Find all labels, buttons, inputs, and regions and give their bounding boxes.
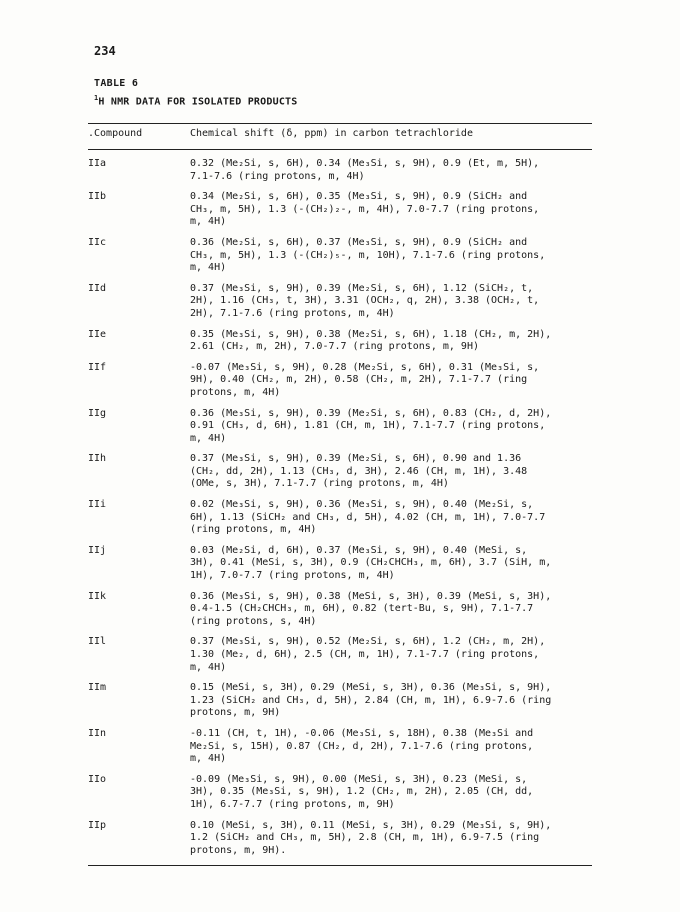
table-row — [88, 453, 592, 491]
compound-id: IIh — [88, 453, 107, 465]
chemical-shift: 0.10 (MeSi, s, 3H), 0.11 (MeSi, s, 3H), 0.29 (Me₃Si, s, 9H), 1.2 (SiCH₂ and CH₃, m, 5H), 2.8 (CH, m, 1H), 6.9-7.5 (ring protons, m, 9H). — [190, 819, 552, 856]
compound-id: IIl — [88, 636, 107, 648]
chemical-shift: 0.03 (Me₂Si, d, 6H), 0.37 (Me₃Si, s, 9H), 0.40 (MeSi, s, 3H), 0.41 (MeSi, s, 3H), 0.9 (CH₂CHCH₃, m, 6H), 3.7 (SiH, m, 1H), 7.0-7.7 (ring protons, m, 4H) — [190, 544, 552, 582]
compound-id: IIi — [88, 499, 107, 511]
table-title — [94, 94, 297, 107]
chemical-shift: 0.15 (MeSi, s, 3H), 0.29 (MeSi, s, 3H), 0.36 (Me₃Si, s, 9H), 1.23 (SiCH₂ and CH₃, d, 5H), 2.84 (CH, m, 1H), 6.9-7.6 (ring protons, m, 9H) — [190, 682, 552, 719]
table-label: TABLE 6 — [94, 78, 139, 89]
table-row — [88, 591, 592, 629]
chemical-shift: 0.02 (Me₃Si, s, 9H), 0.36 (Me₃Si, s, 9H), 0.40 (Me₂Si, s, 6H), 1.13 (SiCH₂ and CH₃, d, 5H), 4.02 (CH, m, 1H), 7.0-7.7 (ring protons, m, 4H) — [190, 499, 546, 536]
table-row — [88, 820, 592, 858]
chemical-shift: 0.36 (Me₃Si, s, 9H), 0.39 (Me₂Si, s, 6H), 0.83 (CH₂, d, 2H), 0.91 (CH₃, d, 6H), 1.81 (CH, m, 1H), 7.1-7.7 (ring protons, m, 4H) — [190, 407, 552, 444]
title-text: H NMR DATA FOR ISOLATED PRODUCTS — [98, 96, 298, 108]
chemical-shift: 0.35 (Me₃Si, s, 9H), 0.38 (Me₂Si, s, 6H), 1.18 (CH₂, m, 2H), 2.61 (CH₂, m, 2H), 7.0-7.7 (ring protons, m, 9H) — [190, 328, 552, 353]
table-row — [88, 408, 592, 446]
chemical-shift: -0.11 (CH, t, 1H), -0.06 (Me₃Si, s, 18H), 0.38 (Me₃Si and Me₂Si, s, 15H), 0.87 (CH₂, d, 2H), 7.1-7.6 (ring protons, m, 4H) — [190, 727, 534, 765]
table-row — [88, 774, 592, 812]
table-row — [88, 329, 592, 354]
table-row — [88, 237, 592, 275]
chemical-shift: -0.07 (Me₃Si, s, 9H), 0.28 (Me₂Si, s, 6H), 0.31 (Me₃Si, s, 9H), 0.40 (CH₂, m, 2H), 0.58 (CH₂, m, 2H), 7.1-7.7 (ring protons, m, 4H) — [190, 361, 540, 398]
table-header-rule — [88, 149, 592, 150]
compound-id: IIe — [88, 328, 107, 340]
table-row — [88, 158, 592, 183]
compound-id: IIn — [88, 727, 107, 739]
table-row — [88, 682, 592, 720]
column-header-shift: Chemical shift (δ, ppm) in carbon tetrachloride — [190, 128, 473, 139]
table-row — [88, 362, 592, 400]
compound-id: IIf — [88, 361, 107, 373]
column-header-compound: .Compound — [88, 128, 143, 139]
chemical-shift: -0.09 (Me₃Si, s, 9H), 0.00 (MeSi, s, 3H), 0.23 (MeSi, s, 3H), 0.35 (Me₃Si, s, 9H), 1.2 (CH₂, m, 2H), 2.05 (CH, dd, 1H), 6.7-7.7 (ring protons, m, 9H) — [190, 773, 534, 810]
table-bottom-rule — [88, 865, 592, 866]
compound-id: IIg — [88, 407, 107, 419]
table-body — [88, 158, 592, 866]
table-row — [88, 728, 592, 766]
page-number: 234 — [94, 44, 116, 58]
chemical-shift: 0.37 (Me₃Si, s, 9H), 0.39 (Me₂Si, s, 6H), 0.90 and 1.36 (CH₂, dd, 2H), 1.13 (CH₃, d, 3H), 2.46 (CH, m, 1H), 3.48 (OMe, s, 3H), 7.1-7.7 (ring protons, m, 4H) — [190, 453, 528, 490]
chemical-shift: 0.37 (Me₃Si, s, 9H), 0.52 (Me₂Si, s, 6H), 1.2 (CH₂, m, 2H), 1.30 (Me₂, d, 6H), 2.5 (CH, m, 1H), 7.1-7.7 (ring protons, m, 4H) — [190, 636, 546, 673]
chemical-shift: 0.32 (Me₂Si, s, 6H), 0.34 (Me₃Si, s, 9H), 0.9 (Et, m, 5H), 7.1-7.6 (ring protons, m, 4H) — [190, 158, 540, 182]
compound-id: IIp — [88, 819, 107, 831]
table-top-rule — [88, 123, 592, 124]
title-superscript: 1 — [94, 94, 99, 102]
compound-id: IIo — [88, 773, 107, 785]
compound-id: IIb — [88, 191, 107, 203]
compound-id: IIj — [88, 544, 107, 556]
table-row — [88, 636, 592, 674]
compound-id: IIk — [88, 590, 107, 602]
compound-id: IId — [88, 282, 107, 294]
table-row — [88, 545, 592, 583]
compound-id: IIc — [88, 236, 107, 248]
table-row — [88, 191, 592, 229]
compound-id: IIa — [88, 158, 107, 169]
chemical-shift: 0.36 (Me₃Si, s, 9H), 0.38 (MeSi, s, 3H), 0.39 (MeSi, s, 3H), 0.4-1.5 (CH₂CHCH₃, m, 6H), 0.82 (tert-Bu, s, 9H), 7.1-7.7 (ring protons, s, 4H) — [190, 590, 552, 627]
chemical-shift: 0.34 (Me₂Si, s, 6H), 0.35 (Me₃Si, s, 9H), 0.9 (SiCH₂ and CH₃, m, 5H), 1.3 (-(CH₂)₂-, m, 4H), 7.0-7.7 (ring protons, m, 4H) — [190, 191, 540, 228]
compound-id: IIm — [88, 682, 107, 694]
table-row — [88, 499, 592, 537]
chemical-shift: 0.37 (Me₃Si, s, 9H), 0.39 (Me₂Si, s, 6H), 1.12 (SiCH₂, t, 2H), 1.16 (CH₃, t, 3H), 3.31 (OCH₂, q, 2H), 3.38 (OCH₂, t, 2H), 7.1-7.6 (ring protons, m, 4H) — [190, 282, 540, 319]
table-row — [88, 283, 592, 321]
chemical-shift: 0.36 (Me₂Si, s, 6H), 0.37 (Me₃Si, s, 9H), 0.9 (SiCH₂ and CH₃, m, 5H), 1.3 (-(CH₂)₅-, m, 10H), 7.1-7.6 (ring protons, m, 4H) — [190, 236, 546, 274]
